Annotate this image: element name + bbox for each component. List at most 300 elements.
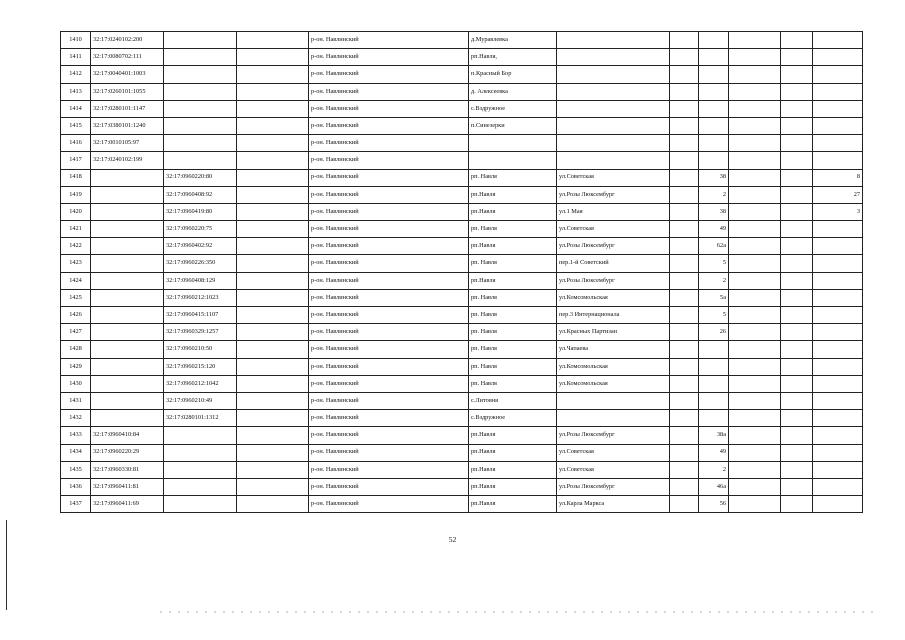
scan-noise <box>160 611 880 613</box>
cell-extra-number <box>813 324 863 341</box>
cell-house-number: 62а <box>699 238 729 255</box>
cell-empty <box>237 461 309 478</box>
cell-house-number <box>699 341 729 358</box>
cell-empty <box>237 444 309 461</box>
cell-cadastral-number-alt: 32:17:0960212:1023 <box>164 289 237 306</box>
cell-cadastral-number <box>91 203 164 220</box>
cell-extra-number <box>813 427 863 444</box>
cell-cadastral-number <box>91 358 164 375</box>
cell-row-number: 1425 <box>61 289 91 306</box>
cell-cadastral-number-alt <box>164 478 237 495</box>
cell-cadastral-number-alt: 32:17:0960329:1257 <box>164 324 237 341</box>
cell-cadastral-number-alt: 32:17:0960408:129 <box>164 272 237 289</box>
cell-street: ул.Комсомольская <box>557 375 670 392</box>
cell-locality: рп.Навля <box>469 272 557 289</box>
cell-extra-number <box>813 221 863 238</box>
cell-street <box>557 83 670 100</box>
table-row <box>61 496 863 513</box>
cell-street <box>557 152 670 169</box>
cell-extra-number <box>813 496 863 513</box>
cell-street: пер.3 Интернационала <box>557 307 670 324</box>
cell-house-number: 46а <box>699 478 729 495</box>
cell-empty <box>237 427 309 444</box>
cell-locality: рп.Навля <box>469 238 557 255</box>
cell-empty <box>237 203 309 220</box>
cell-cadastral-number-alt <box>164 152 237 169</box>
table-row <box>61 135 863 152</box>
cell-cadastral-number <box>91 186 164 203</box>
cell-row-number: 1419 <box>61 186 91 203</box>
cell-locality: с.Вздружное <box>469 410 557 427</box>
cell-empty <box>237 221 309 238</box>
cell-empty <box>670 478 699 495</box>
cell-empty <box>729 392 781 409</box>
cell-house-number: 49 <box>699 444 729 461</box>
cell-house-number: 49 <box>699 221 729 238</box>
cell-row-number: 1436 <box>61 478 91 495</box>
table-row <box>61 341 863 358</box>
cell-empty <box>670 410 699 427</box>
cell-empty <box>781 32 813 49</box>
cell-district: р-он. Навлинский <box>309 461 469 478</box>
table-row <box>61 100 863 117</box>
cell-extra-number <box>813 478 863 495</box>
cell-house-number: 5 <box>699 307 729 324</box>
cell-cadastral-number: 32:17:0240102:199 <box>91 152 164 169</box>
cell-cadastral-number: 32:17:0260101:1055 <box>91 83 164 100</box>
cell-cadastral-number-alt: 32:17:0960210:50 <box>164 341 237 358</box>
cell-row-number: 1411 <box>61 49 91 66</box>
cell-empty <box>237 152 309 169</box>
cell-empty <box>729 221 781 238</box>
cell-empty <box>670 152 699 169</box>
cell-empty <box>670 496 699 513</box>
cell-empty <box>237 169 309 186</box>
cell-empty <box>670 392 699 409</box>
cell-cadastral-number-alt <box>164 32 237 49</box>
cell-empty <box>670 49 699 66</box>
cell-empty <box>237 496 309 513</box>
cell-cadastral-number: 32:17:0040401:1003 <box>91 66 164 83</box>
table-row <box>61 427 863 444</box>
cell-locality: рп.Навля <box>469 478 557 495</box>
cell-empty <box>670 169 699 186</box>
cell-cadastral-number <box>91 272 164 289</box>
cell-empty <box>237 307 309 324</box>
cell-cadastral-number-alt: 32:17:0960226:350 <box>164 255 237 272</box>
cell-empty <box>781 186 813 203</box>
cell-empty <box>237 49 309 66</box>
cell-cadastral-number: 32:17:0240102:200 <box>91 32 164 49</box>
cell-empty <box>670 135 699 152</box>
cell-street: ул.1 Мая <box>557 203 670 220</box>
cell-empty <box>781 444 813 461</box>
scan-edge-line <box>6 520 7 610</box>
table-row <box>61 461 863 478</box>
cell-empty <box>729 66 781 83</box>
cell-cadastral-number: 32:17:0960410:84 <box>91 427 164 444</box>
cell-locality: рп.Навля <box>469 496 557 513</box>
table-row <box>61 307 863 324</box>
cell-empty <box>670 307 699 324</box>
cell-cadastral-number-alt <box>164 66 237 83</box>
cell-empty <box>781 272 813 289</box>
cell-cadastral-number <box>91 410 164 427</box>
cell-extra-number <box>813 358 863 375</box>
cell-house-number <box>699 375 729 392</box>
cell-cadastral-number <box>91 289 164 306</box>
cell-locality: рп.Навля <box>469 186 557 203</box>
cell-empty <box>781 375 813 392</box>
cell-cadastral-number: 32:17:0960330:81 <box>91 461 164 478</box>
cell-empty <box>729 32 781 49</box>
cell-empty <box>237 255 309 272</box>
table-row <box>61 324 863 341</box>
cell-cadastral-number-alt <box>164 496 237 513</box>
cell-row-number: 1429 <box>61 358 91 375</box>
cell-district: р-он. Навлинский <box>309 135 469 152</box>
cell-house-number <box>699 117 729 134</box>
cell-cadastral-number-alt: 32:17:0960212:1042 <box>164 375 237 392</box>
cell-street: ул.Розы Люксембург <box>557 238 670 255</box>
cell-extra-number: 27 <box>813 186 863 203</box>
cell-house-number: 56 <box>699 496 729 513</box>
cell-district: р-он. Навлинский <box>309 307 469 324</box>
cell-row-number: 1413 <box>61 83 91 100</box>
cell-house-number <box>699 32 729 49</box>
cell-street <box>557 66 670 83</box>
cell-street: ул.Красных Партизан <box>557 324 670 341</box>
cell-empty <box>237 32 309 49</box>
cell-street <box>557 49 670 66</box>
cell-empty <box>670 203 699 220</box>
cell-row-number: 1416 <box>61 135 91 152</box>
cell-extra-number <box>813 49 863 66</box>
cell-empty <box>781 496 813 513</box>
cell-extra-number <box>813 135 863 152</box>
cell-cadastral-number-alt: 32:17:0960415:1107 <box>164 307 237 324</box>
cell-district: р-он. Навлинский <box>309 255 469 272</box>
table-row <box>61 117 863 134</box>
table-body <box>61 32 863 513</box>
cell-row-number: 1415 <box>61 117 91 134</box>
cell-empty <box>781 324 813 341</box>
cell-row-number: 1437 <box>61 496 91 513</box>
cell-empty <box>729 186 781 203</box>
cell-empty <box>729 83 781 100</box>
cell-cadastral-number <box>91 341 164 358</box>
cell-district: р-он. Навлинский <box>309 358 469 375</box>
cell-locality: рп. Навля <box>469 169 557 186</box>
cell-empty <box>237 375 309 392</box>
cell-row-number: 1427 <box>61 324 91 341</box>
cell-empty <box>670 324 699 341</box>
cell-district: р-он. Навлинский <box>309 375 469 392</box>
cell-street <box>557 100 670 117</box>
cell-empty <box>729 135 781 152</box>
cell-empty <box>729 496 781 513</box>
cell-empty <box>670 272 699 289</box>
cell-street: пер.1-й Советский <box>557 255 670 272</box>
cell-row-number: 1430 <box>61 375 91 392</box>
cell-locality: рп. Навля <box>469 289 557 306</box>
cell-street: ул.Розы Люксембург <box>557 478 670 495</box>
cell-empty <box>670 117 699 134</box>
cell-extra-number <box>813 272 863 289</box>
cell-locality: рп. Навля <box>469 324 557 341</box>
cell-empty <box>237 341 309 358</box>
cell-empty <box>237 358 309 375</box>
cell-empty <box>781 83 813 100</box>
cell-empty <box>781 238 813 255</box>
cell-district: р-он. Навлинский <box>309 152 469 169</box>
cell-empty <box>729 324 781 341</box>
cell-empty <box>729 461 781 478</box>
cell-cadastral-number: 32:17:0010105:97 <box>91 135 164 152</box>
cell-district: р-он. Навлинский <box>309 272 469 289</box>
cell-district: р-он. Навлинский <box>309 83 469 100</box>
table-row <box>61 238 863 255</box>
cell-empty <box>237 324 309 341</box>
cell-locality: рп. Навля <box>469 375 557 392</box>
cell-empty <box>670 444 699 461</box>
cell-extra-number <box>813 66 863 83</box>
cell-empty <box>729 152 781 169</box>
cell-locality: рп. Навля <box>469 341 557 358</box>
cell-extra-number <box>813 410 863 427</box>
cell-district: р-он. Навлинский <box>309 341 469 358</box>
table-row <box>61 49 863 66</box>
cell-street <box>557 392 670 409</box>
cell-extra-number <box>813 83 863 100</box>
cell-street <box>557 410 670 427</box>
cell-cadastral-number: 32:17:0960411:81 <box>91 478 164 495</box>
cell-house-number: 38 <box>699 203 729 220</box>
cell-empty <box>781 255 813 272</box>
cell-row-number: 1420 <box>61 203 91 220</box>
cell-house-number <box>699 66 729 83</box>
cell-extra-number <box>813 32 863 49</box>
table-row <box>61 66 863 83</box>
cell-cadastral-number-alt: 32:17:0280101:1312 <box>164 410 237 427</box>
table-row <box>61 32 863 49</box>
cell-cadastral-number <box>91 221 164 238</box>
cell-row-number: 1426 <box>61 307 91 324</box>
cell-row-number: 1428 <box>61 341 91 358</box>
table-row <box>61 186 863 203</box>
cell-house-number <box>699 410 729 427</box>
cell-locality: рп. Навля <box>469 221 557 238</box>
cell-empty <box>237 100 309 117</box>
cell-empty <box>729 478 781 495</box>
cell-house-number <box>699 392 729 409</box>
cell-district: р-он. Навлинский <box>309 392 469 409</box>
table-row <box>61 272 863 289</box>
cell-extra-number <box>813 392 863 409</box>
cell-cadastral-number-alt <box>164 49 237 66</box>
table-row <box>61 392 863 409</box>
cell-empty <box>781 221 813 238</box>
cell-district: р-он. Навлинский <box>309 238 469 255</box>
cell-cadastral-number-alt: 32:17:0960408:92 <box>164 186 237 203</box>
table-row <box>61 221 863 238</box>
cell-cadastral-number <box>91 375 164 392</box>
cell-cadastral-number <box>91 238 164 255</box>
cell-locality: рп. Навля <box>469 358 557 375</box>
cell-cadastral-number-alt: 32:17:0960419:80 <box>164 203 237 220</box>
cell-extra-number <box>813 152 863 169</box>
cell-cadastral-number-alt: 32:17:0960215:120 <box>164 358 237 375</box>
cell-locality: п.Красный Бор <box>469 66 557 83</box>
table-row <box>61 152 863 169</box>
cell-cadastral-number-alt: 32:17:0960220:80 <box>164 169 237 186</box>
cell-empty <box>729 410 781 427</box>
cell-empty <box>729 272 781 289</box>
cell-row-number: 1435 <box>61 461 91 478</box>
cell-cadastral-number <box>91 307 164 324</box>
cell-empty <box>670 66 699 83</box>
cell-empty <box>729 255 781 272</box>
cell-empty <box>670 100 699 117</box>
cell-extra-number: 8 <box>813 169 863 186</box>
cell-empty <box>729 49 781 66</box>
cell-empty <box>729 289 781 306</box>
cell-street: ул.Советская <box>557 169 670 186</box>
cell-house-number <box>699 152 729 169</box>
cell-empty <box>237 478 309 495</box>
cell-empty <box>781 410 813 427</box>
cell-locality: с.Литовня <box>469 392 557 409</box>
cell-empty <box>237 186 309 203</box>
cell-empty <box>670 375 699 392</box>
cell-extra-number <box>813 238 863 255</box>
cell-empty <box>781 135 813 152</box>
property-register-table <box>60 31 863 513</box>
cell-cadastral-number-alt <box>164 427 237 444</box>
cell-street <box>557 117 670 134</box>
cell-locality: рп.Навля <box>469 461 557 478</box>
cell-cadastral-number <box>91 169 164 186</box>
cell-extra-number <box>813 100 863 117</box>
table-row <box>61 444 863 461</box>
cell-district: р-он. Навлинский <box>309 100 469 117</box>
cell-empty <box>781 461 813 478</box>
cell-row-number: 1417 <box>61 152 91 169</box>
table-row <box>61 169 863 186</box>
cell-district: р-он. Навлинский <box>309 66 469 83</box>
cell-locality: д. Алексеевка <box>469 83 557 100</box>
cell-empty <box>781 392 813 409</box>
cell-street: ул.Розы Люксембург <box>557 186 670 203</box>
cell-district: р-он. Навлинский <box>309 496 469 513</box>
cell-empty <box>670 32 699 49</box>
cell-empty <box>670 358 699 375</box>
cell-empty <box>781 289 813 306</box>
cell-house-number <box>699 100 729 117</box>
cell-empty <box>670 221 699 238</box>
cell-house-number <box>699 358 729 375</box>
cell-house-number <box>699 49 729 66</box>
cell-district: р-он. Навлинский <box>309 49 469 66</box>
cell-house-number <box>699 83 729 100</box>
cell-cadastral-number: 32:17:0960220:29 <box>91 444 164 461</box>
cell-cadastral-number-alt <box>164 100 237 117</box>
cell-cadastral-number: 32:17:0280101:1147 <box>91 100 164 117</box>
cell-empty <box>729 169 781 186</box>
cell-empty <box>781 100 813 117</box>
cell-row-number: 1432 <box>61 410 91 427</box>
cell-empty <box>670 238 699 255</box>
cell-cadastral-number-alt: 32:17:0960402:92 <box>164 238 237 255</box>
cell-empty <box>237 135 309 152</box>
cell-district: р-он. Навлинский <box>309 324 469 341</box>
cell-extra-number <box>813 444 863 461</box>
cell-cadastral-number-alt <box>164 83 237 100</box>
cell-district: р-он. Навлинский <box>309 32 469 49</box>
cell-street: ул.Чапаева <box>557 341 670 358</box>
cell-district: р-он. Навлинский <box>309 221 469 238</box>
table-row <box>61 83 863 100</box>
cell-cadastral-number <box>91 324 164 341</box>
cell-locality: рп.Навля <box>469 444 557 461</box>
cell-row-number: 1431 <box>61 392 91 409</box>
cell-district: р-он. Навлинский <box>309 478 469 495</box>
cell-row-number: 1424 <box>61 272 91 289</box>
cell-cadastral-number: 32:17:0380101:1240 <box>91 117 164 134</box>
cell-locality: рп.Навля, <box>469 49 557 66</box>
cell-empty <box>729 307 781 324</box>
cell-house-number: 5а <box>699 289 729 306</box>
table-row <box>61 203 863 220</box>
cell-house-number: 38а <box>699 427 729 444</box>
cell-district: р-он. Навлинский <box>309 427 469 444</box>
cell-locality: рп. Навля <box>469 255 557 272</box>
cell-street: ул.Советская <box>557 461 670 478</box>
cell-empty <box>781 478 813 495</box>
cell-street <box>557 32 670 49</box>
cell-house-number: 2 <box>699 461 729 478</box>
cell-street: ул.Комсомольская <box>557 358 670 375</box>
cell-locality <box>469 152 557 169</box>
cell-house-number: 2 <box>699 186 729 203</box>
cell-street: ул.Розы Люксембург <box>557 272 670 289</box>
cell-locality <box>469 135 557 152</box>
cell-empty <box>670 255 699 272</box>
cell-street: ул.Розы Люксембург <box>557 427 670 444</box>
cell-locality: п.Синезерки <box>469 117 557 134</box>
cell-house-number: 38 <box>699 169 729 186</box>
cell-empty <box>670 341 699 358</box>
cell-row-number: 1422 <box>61 238 91 255</box>
cell-cadastral-number-alt <box>164 117 237 134</box>
cell-locality: д.Муравлевка <box>469 32 557 49</box>
cell-empty <box>729 358 781 375</box>
page-number: 52 <box>448 535 457 544</box>
cell-empty <box>729 203 781 220</box>
cell-street: ул.Советская <box>557 221 670 238</box>
cell-house-number: 2 <box>699 272 729 289</box>
cell-empty <box>237 238 309 255</box>
cell-empty <box>781 49 813 66</box>
cell-empty <box>781 152 813 169</box>
cell-empty <box>781 341 813 358</box>
cell-empty <box>781 427 813 444</box>
cell-cadastral-number-alt: 32:17:0960220:75 <box>164 221 237 238</box>
cell-street: ул.Карла Маркса <box>557 496 670 513</box>
cell-street <box>557 135 670 152</box>
cell-extra-number <box>813 255 863 272</box>
cell-empty <box>729 100 781 117</box>
